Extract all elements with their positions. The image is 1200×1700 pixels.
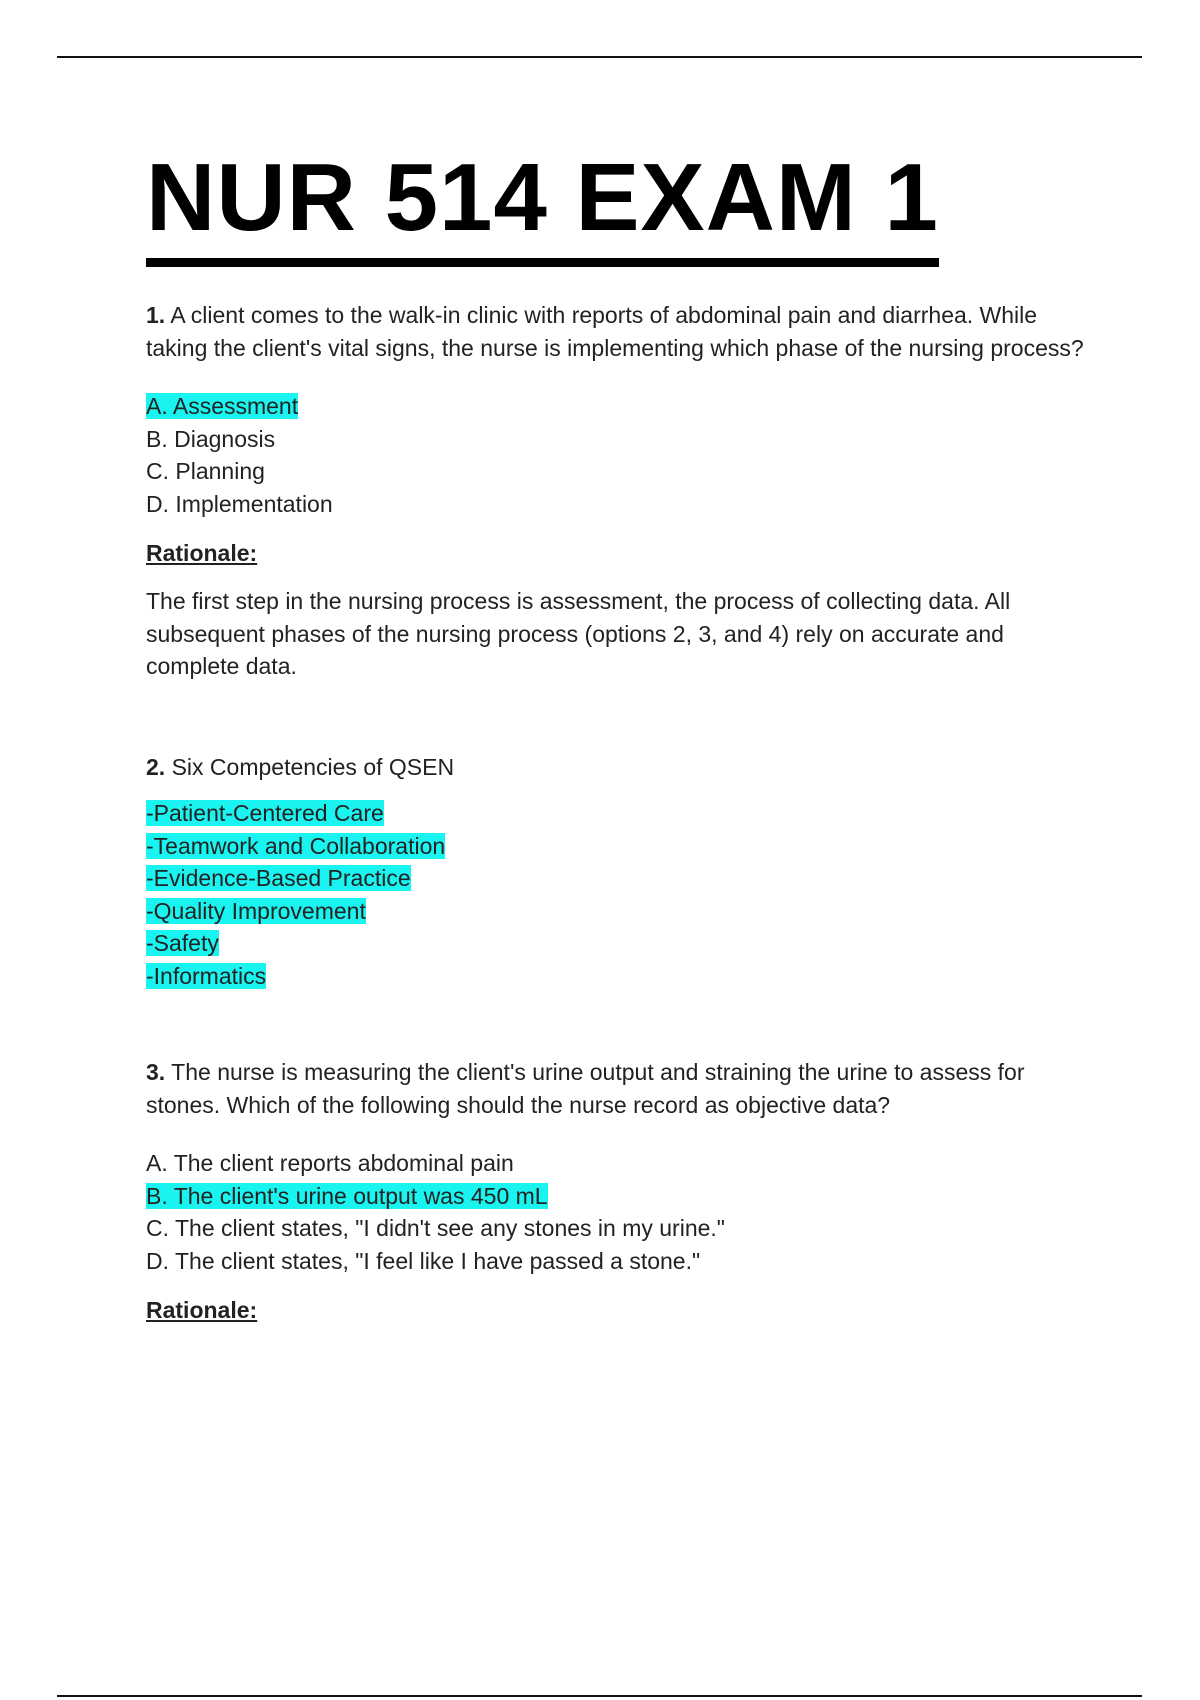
question-1-text: A client comes to the walk-in clinic with reports of abdominal pain and diarrhea. While taking the client's vital signs, the nurse is implementing which phase of the nursing process?	[146, 302, 1084, 361]
correct-answer: A. Assessment	[146, 393, 299, 419]
option-text: C. Planning	[146, 458, 265, 484]
question-3-stem	[146, 1056, 1096, 1121]
question-3-text: The nurse is measuring the client's urine output and straining the urine to assess for stones. Which of the following should the nurse record as objective data?	[146, 1059, 1025, 1118]
option-text: C. The client states, "I didn't see any stones in my urine."	[146, 1215, 725, 1241]
question-1	[146, 299, 1106, 683]
exam-page	[146, 144, 1106, 1326]
option-text: D. The client states, "I feel like I have passed a stone."	[146, 1247, 701, 1274]
question-1-stem	[146, 299, 1096, 364]
qsen-item: -Teamwork and Collaboration	[146, 832, 446, 859]
list-item	[146, 797, 1106, 830]
question-1-number: 1.	[146, 302, 166, 328]
option-item	[146, 1180, 1106, 1213]
qsen-item: -Quality Improvement	[146, 897, 366, 924]
list-item	[146, 960, 1106, 993]
rationale-text: The first step in the nursing process is assessment, the process of collecting data. All subsequent phases of the nursing process (options 2, 3, and 4) rely on accurate and complete data.	[146, 588, 1011, 679]
rationale-label: Rationale:	[146, 540, 258, 566]
question-3	[146, 1056, 1106, 1326]
qsen-item: -Patient-Centered Care	[146, 800, 384, 826]
question-2	[146, 751, 1106, 993]
question-2-text: Six Competencies of QSEN	[171, 753, 455, 780]
option-text: B. Diagnosis	[146, 425, 276, 452]
correct-answer: B. The client's urine output was 450 mL	[146, 1182, 548, 1209]
question-3-number: 3.	[146, 1059, 166, 1085]
question-3-options	[146, 1147, 1106, 1277]
option-text: A. The client reports abdominal pain	[146, 1150, 514, 1176]
option-item	[146, 488, 1106, 521]
qsen-item: -Informatics	[146, 962, 267, 989]
qsen-item: -Evidence-Based Practice	[146, 865, 411, 891]
question-2-number: 2.	[146, 753, 166, 780]
question-2-stem	[146, 751, 1106, 784]
top-rule	[57, 56, 1142, 58]
question-1-options	[146, 390, 1106, 520]
option-item	[146, 390, 1106, 423]
option-item	[146, 1212, 1106, 1245]
list-item	[146, 895, 1106, 928]
rationale-label: Rationale:	[146, 1297, 258, 1323]
option-item	[146, 1245, 1106, 1278]
list-item	[146, 830, 1106, 863]
page-title: NUR 514 EXAM 1	[146, 150, 939, 267]
option-item	[146, 1147, 1106, 1180]
option-item	[146, 423, 1106, 456]
bottom-rule	[57, 1695, 1142, 1697]
qsen-list	[146, 797, 1106, 992]
list-item	[146, 927, 1106, 960]
option-text: D. Implementation	[146, 490, 333, 517]
option-item	[146, 455, 1106, 488]
qsen-item: -Safety	[146, 930, 219, 956]
list-item	[146, 862, 1106, 895]
